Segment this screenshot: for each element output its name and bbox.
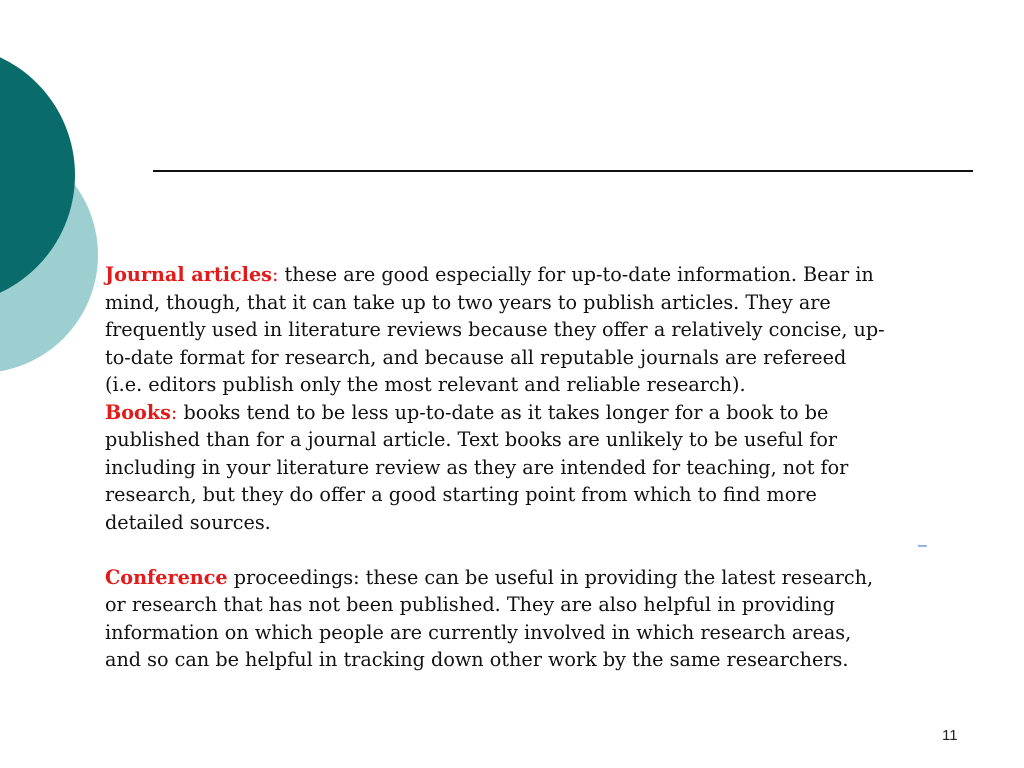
books-colon: :: [170, 400, 178, 424]
page-number: 11: [942, 727, 958, 744]
dash-mark: –: [918, 537, 927, 554]
title-divider-line: [153, 170, 973, 172]
conference-text: proceedings: these can be useful in providing the latest research, or research that has not been published. They are also helpful in providing information on which people are currently involved in which research areas, and so can be helpful in tracking down other work by the same researchers.: [105, 565, 874, 671]
decorative-circles: [0, 0, 110, 400]
books-term: Books: [105, 400, 171, 424]
paragraph-gap: [105, 536, 885, 564]
journal-articles-paragraph: [105, 261, 885, 399]
journal-articles-colon: :: [271, 263, 279, 286]
conference-paragraph: [105, 564, 885, 674]
books-paragraph: [105, 399, 885, 537]
journal-articles-term: Journal articles: [105, 263, 272, 286]
slide-body: [105, 261, 885, 674]
conference-term: Conference: [105, 565, 228, 589]
books-text: books tend to be less up-to-date as it takes longer for a book to be published than for a journal article. Text books are unlikely to be useful for including in your literature review as they are intended for teaching, not for research, but they do offer a good starting point from which to find more detailed sources.: [105, 400, 849, 534]
journal-articles-text: these are good especially for up-to-date information. Bear in mind, though, that it can take up to two years to publish articles. They are frequently used in literature reviews because they offer a relatively concise, up-to-date format for research, and because all reputable journals are refereed (i.e. editors publish only the most relevant and reliable research).: [105, 263, 885, 396]
